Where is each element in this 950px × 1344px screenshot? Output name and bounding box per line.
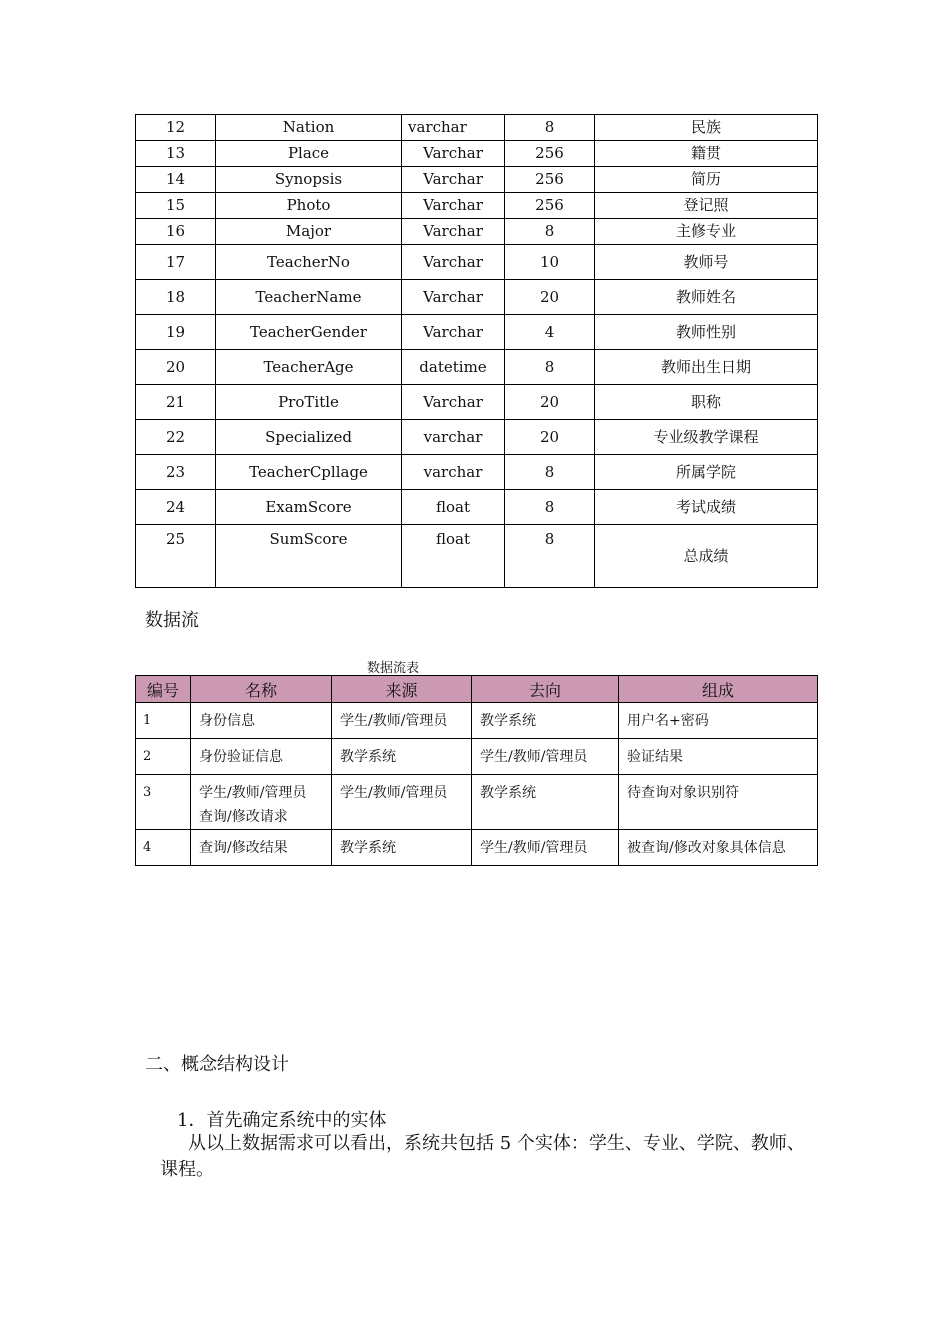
cell-name: 查询/修改结果 (191, 830, 332, 866)
cell-dest: 学生/教师/管理员 (472, 739, 619, 775)
cell-no: 13 (136, 141, 216, 167)
cell-name (191, 775, 332, 830)
cell-name: 身份信息 (191, 703, 332, 739)
cell-type: Varchar (402, 280, 505, 315)
cell-description: 考试成绩 (595, 490, 818, 525)
cell-description: 教师出生日期 (595, 350, 818, 385)
cell-length: 4 (505, 315, 595, 350)
column-header-source: 来源 (332, 676, 472, 703)
table-row (136, 141, 818, 167)
cell-no: 23 (136, 455, 216, 490)
table-row (136, 420, 818, 455)
cell-description: 职称 (595, 385, 818, 420)
data-flow-heading: 数据流 (145, 610, 199, 631)
cell-length: 8 (505, 350, 595, 385)
cell-length: 256 (505, 193, 595, 219)
cell-length: 256 (505, 167, 595, 193)
table-row (136, 167, 818, 193)
table-row (136, 830, 818, 866)
cell-field-name: ProTitle (216, 385, 402, 420)
cell-no: 1 (136, 703, 191, 739)
cell-length: 256 (505, 141, 595, 167)
table-row (136, 115, 818, 141)
cell-no: 25 (136, 525, 216, 588)
table-row (136, 455, 818, 490)
cell-length: 20 (505, 280, 595, 315)
cell-dest: 学生/教师/管理员 (472, 830, 619, 866)
column-header-no: 编号 (136, 676, 191, 703)
cell-no: 22 (136, 420, 216, 455)
section-title: 二、概念结构设计 (145, 1054, 289, 1075)
cell-type: datetime (402, 350, 505, 385)
cell-no: 15 (136, 193, 216, 219)
cell-source: 学生/教师/管理员 (332, 775, 472, 830)
cell-no: 16 (136, 219, 216, 245)
table-row (136, 775, 818, 830)
table-row (136, 350, 818, 385)
cell-description: 民族 (595, 115, 818, 141)
cell-field-name: Major (216, 219, 402, 245)
cell-description: 简历 (595, 167, 818, 193)
cell-length: 8 (505, 490, 595, 525)
data-flow-caption: 数据流表 (367, 661, 420, 676)
cell-content: 被查询/修改对象具体信息 (619, 830, 818, 866)
column-header-content: 组成 (619, 676, 818, 703)
cell-name-line-1: 学生/教师/管理员 (199, 785, 307, 801)
cell-field-name: ExamScore (216, 490, 402, 525)
cell-field-name: TeacherCpllage (216, 455, 402, 490)
cell-description: 教师号 (595, 245, 818, 280)
cell-no: 21 (136, 385, 216, 420)
table-header-row (136, 676, 818, 703)
cell-source: 学生/教师/管理员 (332, 703, 472, 739)
cell-description: 所属学院 (595, 455, 818, 490)
cell-description: 总成绩 (595, 525, 818, 588)
table-row (136, 315, 818, 350)
cell-length: 20 (505, 385, 595, 420)
cell-dest: 教学系统 (472, 703, 619, 739)
cell-source: 教学系统 (332, 830, 472, 866)
cell-source: 教学系统 (332, 739, 472, 775)
cell-type: varchar (402, 115, 505, 141)
cell-type: Varchar (402, 141, 505, 167)
cell-field-name: Photo (216, 193, 402, 219)
cell-type: Varchar (402, 219, 505, 245)
cell-type: float (402, 490, 505, 525)
table-row (136, 245, 818, 280)
cell-no: 4 (136, 830, 191, 866)
column-header-name: 名称 (191, 676, 332, 703)
cell-no: 18 (136, 280, 216, 315)
cell-type: varchar (402, 420, 505, 455)
cell-name: 身份验证信息 (191, 739, 332, 775)
cell-no: 12 (136, 115, 216, 141)
cell-type: Varchar (402, 193, 505, 219)
cell-content: 用户名+密码 (619, 703, 818, 739)
cell-no: 2 (136, 739, 191, 775)
cell-no: 24 (136, 490, 216, 525)
table-row (136, 703, 818, 739)
cell-no: 3 (136, 775, 191, 830)
table-row (136, 219, 818, 245)
data-flow-table (135, 675, 818, 866)
cell-length: 20 (505, 420, 595, 455)
cell-field-name: TeacherAge (216, 350, 402, 385)
cell-field-name: Specialized (216, 420, 402, 455)
cell-type: Varchar (402, 315, 505, 350)
cell-length: 8 (505, 115, 595, 141)
cell-type: Varchar (402, 385, 505, 420)
cell-description: 教师性别 (595, 315, 818, 350)
cell-length: 8 (505, 525, 595, 588)
sub-title: 1．首先确定系统中的实体 (177, 1110, 387, 1131)
cell-field-name: Nation (216, 115, 402, 141)
cell-no: 20 (136, 350, 216, 385)
cell-no: 17 (136, 245, 216, 280)
cell-length: 8 (505, 219, 595, 245)
table-row (136, 280, 818, 315)
field-table (135, 114, 818, 588)
cell-description: 主修专业 (595, 219, 818, 245)
cell-field-name: TeacherName (216, 280, 402, 315)
cell-name-line-2: 查询/修改请求 (199, 809, 288, 825)
cell-type: varchar (402, 455, 505, 490)
cell-description: 教师姓名 (595, 280, 818, 315)
cell-description: 籍贯 (595, 141, 818, 167)
cell-field-name: Synopsis (216, 167, 402, 193)
column-header-dest: 去向 (472, 676, 619, 703)
cell-type: float (402, 525, 505, 588)
cell-content: 待查询对象识别符 (619, 775, 818, 830)
table-row (136, 193, 818, 219)
cell-length: 8 (505, 455, 595, 490)
cell-no: 14 (136, 167, 216, 193)
cell-type: Varchar (402, 245, 505, 280)
cell-field-name: TeacherNo (216, 245, 402, 280)
cell-type: Varchar (402, 167, 505, 193)
cell-field-name: SumScore (216, 525, 402, 588)
cell-content: 验证结果 (619, 739, 818, 775)
table-row (136, 490, 818, 525)
cell-field-name: Place (216, 141, 402, 167)
body-paragraph: 从以上数据需求可以看出，系统共包括 5 个实体：学生、专业、学院、教师、课程。 (160, 1133, 805, 1180)
cell-dest: 教学系统 (472, 775, 619, 830)
cell-length: 10 (505, 245, 595, 280)
table-row (136, 525, 818, 588)
cell-field-name: TeacherGender (216, 315, 402, 350)
cell-description: 专业级教学课程 (595, 420, 818, 455)
cell-no: 19 (136, 315, 216, 350)
table-row (136, 385, 818, 420)
cell-description: 登记照 (595, 193, 818, 219)
table-row (136, 739, 818, 775)
